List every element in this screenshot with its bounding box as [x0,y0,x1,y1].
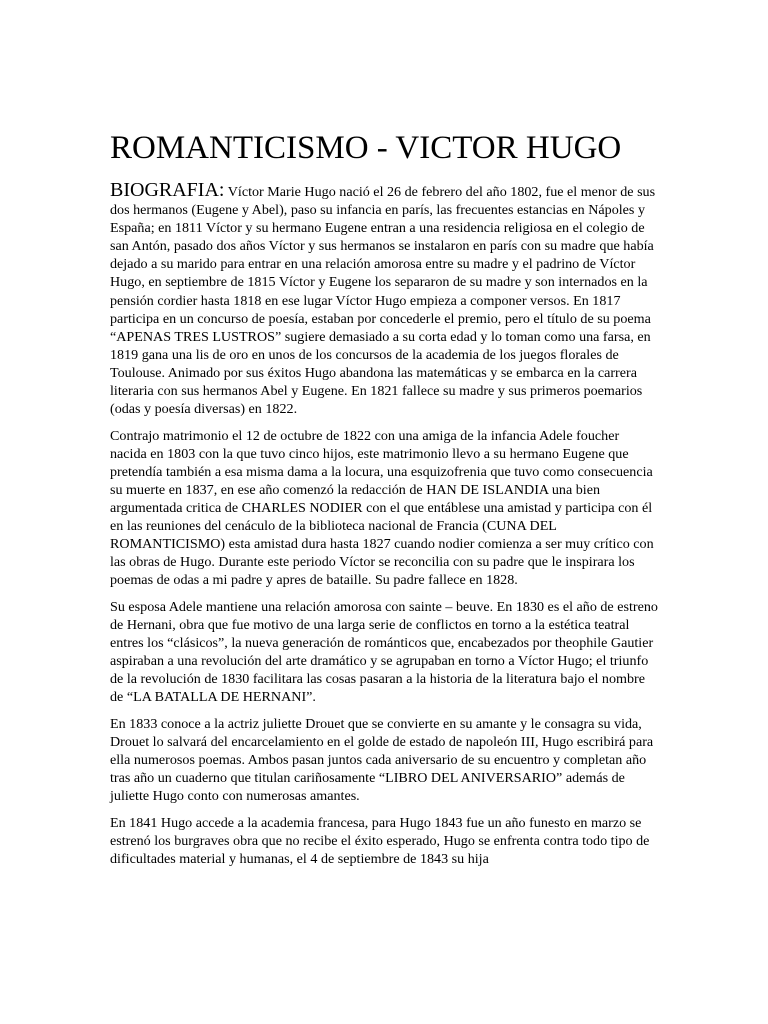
biography-label: BIOGRAFIA: [110,179,225,201]
document-page [110,128,658,876]
paragraph-academy: En 1841 Hugo accede a la academia francesa, para Hugo 1843 fue un año funesto en marzo se estrenó los burgraves obra que no recibe el éxito esperado, Hugo se enfrenta contra todo tipo de dificultades material y humanas, el 4 de septiembre de 1843 su hija [110,814,650,867]
paragraph-biography [110,181,658,418]
paragraph-juliette: En 1833 conoce a la actriz juliette Drouet que se convierte en su amante y le consagra su vida, Drouet lo salvará del encarcelamiento en el golde de estado de napoleón III, Hugo escribirá para ella numerosos poemas. Ambos pasan juntos cada aniversario de su encuentro y completan año tras año un cuaderno que titulan cariñosamente “LIBRO DEL ANIVERSARIO” además de juliette Hugo conto con numerosas amantes. [110,715,654,805]
document-title: ROMANTICISMO - VICTOR HUGO [110,130,622,166]
paragraph-marriage: Contrajo matrimonio el 12 de octubre de 1822 con una amiga de la infancia Adele foucher nacida en 1803 con la que tuvo cinco hijos, este matrimonio llevo a su hermano Eugene que pretendía también a esa misma dama a la locura, una esquizofrenia que tuvo como consecuencia su muerte en 1837, en ese año comenzó la redacción de HAN DE ISLANDIA una bien argumentada critica de CHARLES NODIER con el que entáblese una amistad y participa con él en las reuniones del cenáculo de la biblioteca nacional de Francia (CUNA DEL ROMANTICISMO) esta amistad dura hasta 1827 cuando nodier comienza a ser muy crítico con las obras de Hugo. Durante este periodo Víctor se reconcilia con su padre que le inspirara los poemas de odas a mi padre y apres de bataille. Su padre fallece en 1828. [110,427,654,589]
paragraph-biography-text: Víctor Marie Hugo nació el 26 de febrero del año 1802, fue el menor de sus dos hermanos (Eugene y Abel), paso su infancia en parís, las frecuentes estancias en Nápoles y España; en 1811 Víctor y su hermano Eugene entran a una residencia religiosa en el colegio de san Antón, pasado dos años Víctor y sus hermanos se instalaron en parís con su madre que había dejado a su marido para entrar en una relación amorosa entre su madre y el padrino de Víctor Hugo, en septiembre de 1815 Víctor y Eugene los separaron de su madre y son internados en la pensión cordier hasta 1818 en ese lugar Víctor Hugo empieza a componer versos. En 1817 participa en un concurso de poesía, estaban por concederle el premio, pero el título de su poema “APENAS TRES LUSTROS” sugiere demasiado a su corta edad y lo toman como una farsa, en 1819 gana una lis de oro en unos de los concursos de la academia de los juegos florales de Toulouse. Animado por sus éxitos Hugo abandona las matemáticas y se embarca en la carrera literaria con sus hermanos Abel y Eugene. En 1821 fallece su madre y sus primeros poemarios (odas y poesía diversas) en 1822. [110,184,656,418]
paragraph-hernani: Su esposa Adele mantiene una relación amorosa con sainte – beuve. En 1830 es el año de estreno de Hernani, obra que fue motivo de una larga serie de conflictos en torno a la estética teatral entres los “clásicos”, la nueva generación de románticos que, encabezados por theophile Gautier aspiraban a una revolución del arte dramático y se agrupaban en torno a Víctor Hugo; el triunfo de la revolución de 1830 facilitara las cosas pasaran a la historia de la literatura bajo el nombre de “LA BATALLA DE HERNANI”. [110,598,658,706]
